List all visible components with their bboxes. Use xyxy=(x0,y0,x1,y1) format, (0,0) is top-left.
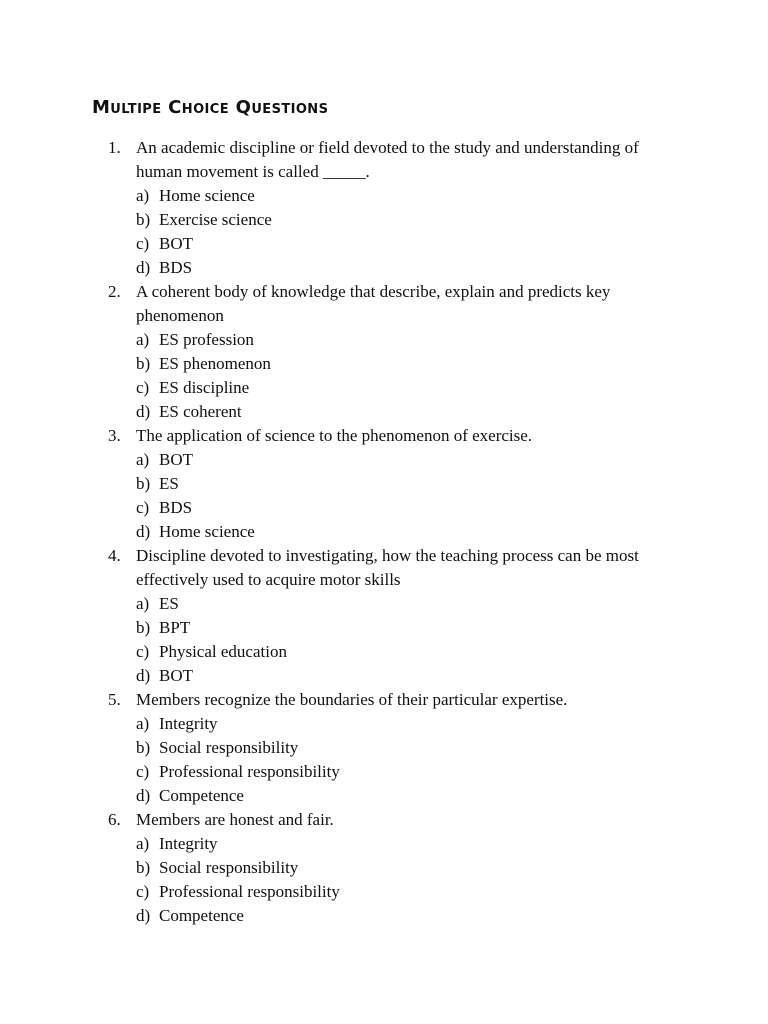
question-number: 6. xyxy=(108,810,121,829)
question-5 xyxy=(108,688,688,808)
answer-option xyxy=(136,352,688,376)
option-label: a) xyxy=(136,714,150,733)
question-3 xyxy=(108,424,688,544)
question-number: 5. xyxy=(108,690,121,709)
option-label: c) xyxy=(136,498,150,517)
option-label: a) xyxy=(136,834,150,853)
option-text: Home science xyxy=(159,522,255,541)
option-text: Exercise science xyxy=(159,210,272,229)
option-text: BOT xyxy=(159,234,193,253)
option-label: d) xyxy=(136,666,151,685)
option-label: d) xyxy=(136,522,151,541)
question-4 xyxy=(108,544,688,688)
option-text: BDS xyxy=(159,258,193,277)
answer-option xyxy=(136,856,688,880)
answer-option xyxy=(136,760,688,784)
option-label: c) xyxy=(136,234,150,253)
option-text: ES coherent xyxy=(159,402,242,421)
question-number: 1. xyxy=(108,138,121,157)
option-text: Social responsibility xyxy=(159,738,299,757)
question-number: 3. xyxy=(108,426,121,445)
answer-option xyxy=(136,784,688,808)
option-label: b) xyxy=(136,858,151,877)
option-text: ES phenomenon xyxy=(159,354,271,373)
question-text: An academic discipline or field devoted to the study and understanding of human movement is called _____. xyxy=(136,138,639,181)
option-text: ES xyxy=(159,474,179,493)
answer-option xyxy=(136,376,688,400)
option-label: a) xyxy=(136,186,150,205)
answer-option xyxy=(136,496,688,520)
answer-option xyxy=(136,184,688,208)
question-list xyxy=(108,136,688,928)
answer-option xyxy=(136,736,688,760)
answer-option xyxy=(136,880,688,904)
question-text: Members recognize the boundaries of their particular expertise. xyxy=(136,690,568,709)
option-text: Integrity xyxy=(159,714,218,733)
option-text: Social responsibility xyxy=(159,858,299,877)
option-text: Professional responsibility xyxy=(159,882,340,901)
option-label: b) xyxy=(136,738,151,757)
option-text: Professional responsibility xyxy=(159,762,340,781)
answer-option xyxy=(136,712,688,736)
answer-option xyxy=(136,616,688,640)
option-label: c) xyxy=(136,882,150,901)
option-text: BDS xyxy=(159,498,193,517)
option-text: ES discipline xyxy=(159,378,250,397)
option-label: d) xyxy=(136,906,151,925)
option-text: Competence xyxy=(159,786,244,805)
question-number: 2. xyxy=(108,282,121,301)
question-text: The application of science to the phenomenon of exercise. xyxy=(136,426,533,445)
option-label: b) xyxy=(136,474,151,493)
answer-option xyxy=(136,400,688,424)
option-text: BPT xyxy=(159,618,191,637)
option-label: c) xyxy=(136,378,150,397)
option-text: Integrity xyxy=(159,834,218,853)
answer-option xyxy=(136,448,688,472)
question-text: Discipline devoted to investigating, how the teaching process can be most effectively used to acquire motor skills xyxy=(136,546,639,589)
question-6 xyxy=(108,808,688,928)
question-2 xyxy=(108,280,688,424)
answer-option xyxy=(136,472,688,496)
option-text: Physical education xyxy=(159,642,287,661)
question-text: A coherent body of knowledge that describe, explain and predicts key phenomenon xyxy=(136,282,611,325)
option-text: ES profession xyxy=(159,330,254,349)
page-heading: Multipe Choice Questions xyxy=(92,97,329,118)
question-text: Members are honest and fair. xyxy=(136,810,334,829)
answer-option xyxy=(136,232,688,256)
option-text: Home science xyxy=(159,186,255,205)
option-label: a) xyxy=(136,450,150,469)
option-label: b) xyxy=(136,354,151,373)
option-label: a) xyxy=(136,330,150,349)
option-label: d) xyxy=(136,402,151,421)
option-text: Competence xyxy=(159,906,244,925)
answer-option xyxy=(136,640,688,664)
option-text: ES xyxy=(159,594,179,613)
answer-option xyxy=(136,664,688,688)
answer-option xyxy=(136,208,688,232)
option-label: d) xyxy=(136,786,151,805)
option-text: BOT xyxy=(159,666,193,685)
answer-option xyxy=(136,520,688,544)
question-number: 4. xyxy=(108,546,121,565)
answer-option xyxy=(136,328,688,352)
answer-option xyxy=(136,904,688,928)
option-label: d) xyxy=(136,258,151,277)
answer-option xyxy=(136,256,688,280)
option-label: c) xyxy=(136,762,150,781)
option-label: b) xyxy=(136,618,151,637)
option-text: BOT xyxy=(159,450,193,469)
answer-option xyxy=(136,832,688,856)
option-label: a) xyxy=(136,594,150,613)
option-label: b) xyxy=(136,210,151,229)
option-label: c) xyxy=(136,642,150,661)
question-1 xyxy=(108,136,688,280)
answer-option xyxy=(136,592,688,616)
